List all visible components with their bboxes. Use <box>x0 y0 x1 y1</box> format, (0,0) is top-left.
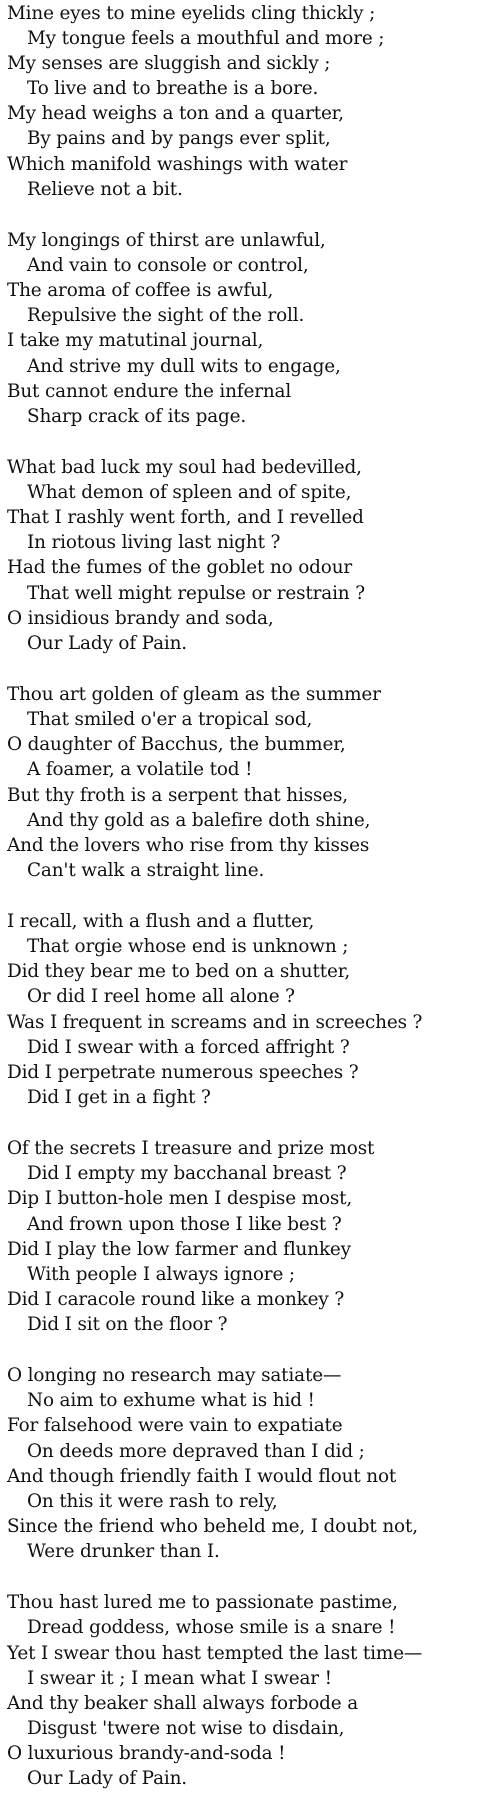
poem-line-indented: In riotous living last night ? <box>27 532 281 554</box>
poem-line: And the lovers who rise from thy kisses <box>7 834 370 856</box>
poem-line: My head weighs a ton and a quarter, <box>7 103 344 125</box>
poem-line-indented: Relieve not a bit. <box>27 178 183 200</box>
poem-line-indented: Our Lady of Pain. <box>27 1767 188 1789</box>
poem-line-indented: That smiled o'er a tropical sod, <box>27 709 313 731</box>
poem-line: Did they bear me to bed on a shutter, <box>7 961 351 983</box>
poem-line: Did I play the low farmer and flunkey <box>7 1238 351 1260</box>
poem-line-indented: On deeds more depraved than I did ; <box>27 1440 365 1462</box>
poem-line-indented: Or did I reel home all alone ? <box>27 986 295 1008</box>
poem-line: O luxurious brandy-and-soda ! <box>7 1742 286 1764</box>
poem-text <box>7 1 481 1817</box>
poem-line-indented: Did I sit on the floor ? <box>27 1313 228 1335</box>
poem-line: Thou hast lured me to passionate pastime, <box>7 1592 398 1614</box>
poem-line: Yet I swear thou hast tempted the last time— <box>7 1642 423 1664</box>
poem-line-indented: That well might repulse or restrain ? <box>27 582 365 604</box>
poem-line-indented: And vain to console or control, <box>27 255 309 277</box>
poem-line-indented: What demon of spleen and of spite, <box>27 482 352 504</box>
poem-line-indented: That orgie whose end is unknown ; <box>27 936 349 958</box>
poem-line-indented: Dread goddess, whose smile is a snare ! <box>27 1617 396 1639</box>
poem-line-indented: Can't walk a straight line. <box>27 859 265 881</box>
poem-line: Did I caracole round like a monkey ? <box>7 1288 345 1310</box>
poem-line: Which manifold washings with water <box>7 153 348 175</box>
poem-line: Dip I button-hole men I despise most, <box>7 1188 353 1210</box>
poem-line: O insidious brandy and soda, <box>7 607 274 629</box>
stanza <box>7 909 481 1110</box>
poem-line: Of the secrets I treasure and prize most <box>7 1138 375 1160</box>
poem-line: My senses are sluggish and sickly ; <box>7 53 331 75</box>
poem-line-indented: Disgust 'twere not wise to disdain, <box>27 1717 345 1739</box>
poem-line: O longing no research may satiate— <box>7 1365 342 1387</box>
poem-line-indented: On this it were rash to rely, <box>27 1490 278 1512</box>
poem-line: Had the fumes of the goblet no odour <box>7 557 353 579</box>
poem-line: O daughter of Bacchus, the bummer, <box>7 734 346 756</box>
poem-line-indented: With people I always ignore ; <box>27 1263 295 1285</box>
stanza <box>7 1136 481 1337</box>
poem-line: I take my matutinal journal, <box>7 330 264 352</box>
poem-line-indented: A foamer, a volatile tod ! <box>27 759 253 781</box>
poem-line: The aroma of coffee is awful, <box>7 280 274 302</box>
poem-line-indented: And strive my dull wits to engage, <box>27 355 341 377</box>
stanza <box>7 228 481 429</box>
stanza <box>7 1 481 202</box>
poem-line-indented: And frown upon those I like best ? <box>27 1213 342 1235</box>
poem-line: And though friendly faith I would flout not <box>7 1465 397 1487</box>
poem-line: My longings of thirst are unlawful, <box>7 230 326 252</box>
stanza <box>7 455 481 656</box>
poem-line: Thou art golden of gleam as the summer <box>7 684 381 706</box>
poem-line: But cannot endure the infernal <box>7 380 292 402</box>
poem-line-indented: Our Lady of Pain. <box>27 632 188 654</box>
poem-line: And thy beaker shall always forbode a <box>7 1692 359 1714</box>
poem-line: Was I frequent in screams and in screeches ? <box>7 1011 423 1033</box>
poem-line-indented: Repulsive the sight of the roll. <box>27 305 305 327</box>
poem-line: I recall, with a flush and a flutter, <box>7 911 315 933</box>
poem-line: That I rashly went forth, and I revelled <box>7 507 364 529</box>
poem-line: For falsehood were vain to expatiate <box>7 1415 343 1437</box>
poem-line: What bad luck my soul had bedevilled, <box>7 457 362 479</box>
poem-line-indented: Did I get in a fight ? <box>27 1086 211 1108</box>
poem-line-indented: Sharp crack of its page. <box>27 405 247 427</box>
poem-line-indented: Did I empty my bacchanal breast ? <box>27 1163 347 1185</box>
poem-line-indented: Were drunker than I. <box>27 1540 220 1562</box>
poem-line: Mine eyes to mine eyelids cling thickly ; <box>7 3 376 24</box>
stanza <box>7 1363 481 1564</box>
poem-line: Did I perpetrate numerous speeches ? <box>7 1061 359 1083</box>
poem-line-indented: My tongue feels a mouthful and more ; <box>27 28 385 50</box>
poem-line-indented: Did I swear with a forced affright ? <box>27 1036 350 1058</box>
poem-line: But thy froth is a serpent that hisses, <box>7 784 348 806</box>
poem-line-indented: And thy gold as a balefire doth shine, <box>27 809 371 831</box>
stanza <box>7 682 481 883</box>
poem-line: Since the friend who beheld me, I doubt not, <box>7 1515 418 1537</box>
poem-line-indented: No aim to exhume what is hid ! <box>27 1390 315 1412</box>
poem-line-indented: I swear it ; I mean what I swear ! <box>27 1667 332 1689</box>
poem-line-indented: To live and to breathe is a bore. <box>27 78 319 100</box>
stanza <box>7 1590 481 1791</box>
poem-line-indented: By pains and by pangs ever split, <box>27 128 331 150</box>
